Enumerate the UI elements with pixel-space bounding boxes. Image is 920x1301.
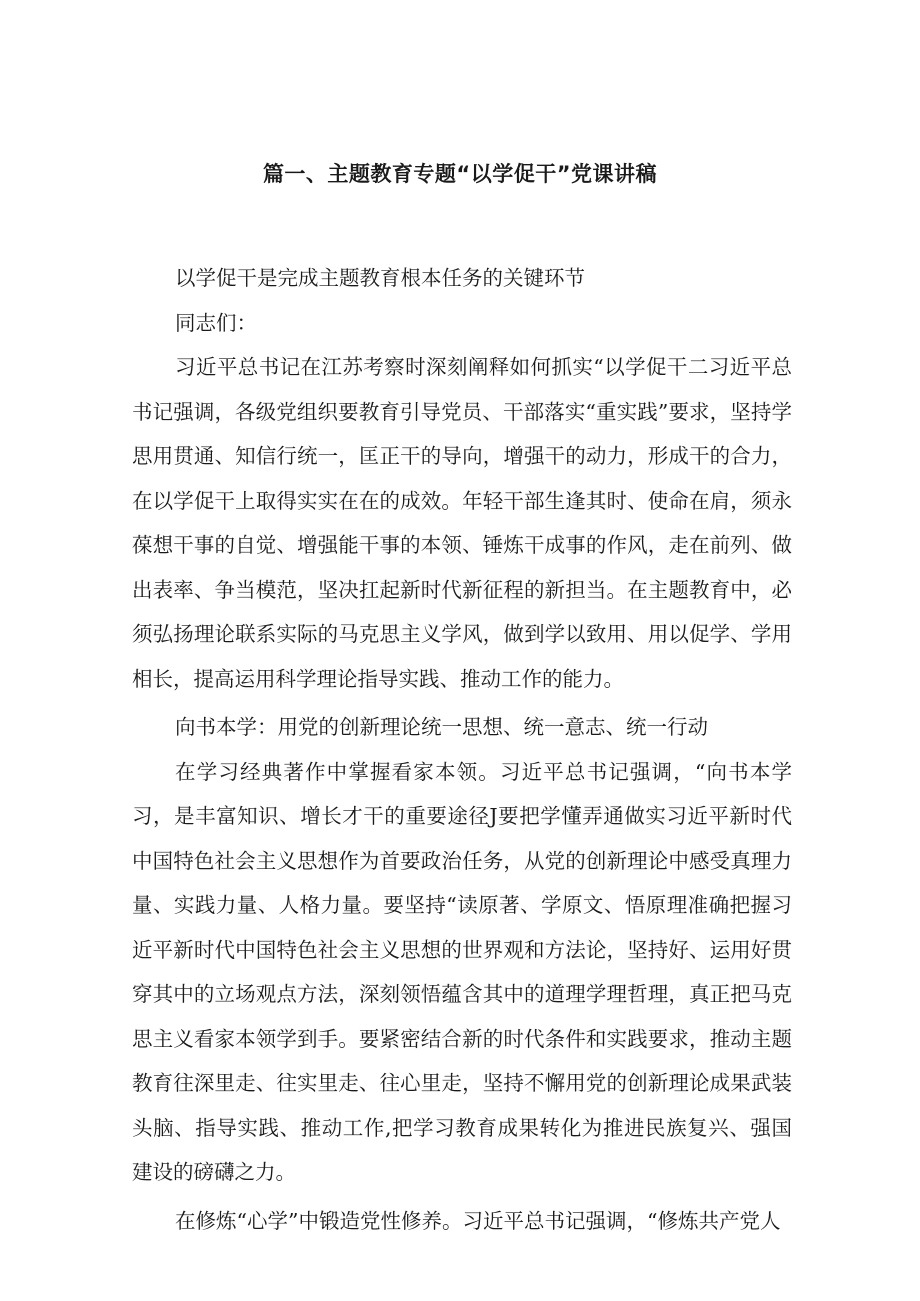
paragraph-classics: 在学习经典著作中掌握看家本领。习近平总书记强调，“向书本学习，是丰富知识、增长才干的重要途径J要把学懂弄通做实习近平新时代中国特色社会主义思想作为首要政治任务，从党的创新理论中感受真理力量、实践力量、人格力量。要坚持“读原著、学原文、悟原理准确把握习近平新时代中国特色社会主义思想的世界观和方法论，坚持好、运用好贯穿其中的立场观点方法，深刻领悟蕴含其中的道理学理哲理，真正把马克思主义看家本领学到手。要紧密结合新的时代条件和实践要求，推动主题教育往深里走、往实里走、往心里走，坚持不懈用党的创新理论成果武装头脑、指导实践、推动工作,把学习教育成果转化为推进民族复兴、强国建设的磅礴之力。 bbox=[132, 759, 792, 1184]
section-heading: 向书本学：用党的创新理论统一思想、统一意志、统一行动 bbox=[175, 715, 709, 739]
greeting: 同志们： bbox=[175, 310, 258, 335]
document-body bbox=[132, 256, 792, 1243]
subtitle: 以学促干是完成主题教育根本任务的关键环节 bbox=[175, 266, 586, 290]
document-title: 篇一、主题教育专题“以学促干”党课讲稿 bbox=[262, 162, 658, 186]
paragraph-intro: 习近平总书记在江苏考察时深刻阐释如何抓实“以学促干二习近平总书记强调，各级党组织要教育引导党员、干部落实“重实践”要求，坚持学思用贯通、知信行统一，匡正干的导向，增强干的动力，形成干的合力，在以学促干上取得实实在在的成效。年轻干部生逢其时、使命在肩，须永葆想干事的自觉、增强能干事的本领、锤炼干成事的作风，走在前列、做出表率、争当模范，坚决扛起新时代新征程的新担当。在主题教育中，必须弘扬理论联系实际的马克思主义学风，做到学以致用、用以促学、学用相长，提高运用科学理论指导实践、推动工作的能力。 bbox=[132, 355, 792, 691]
paragraph-xinxue: 在修炼“心学”中锻造党性修养。习近平总书记强调，“修炼共产党人 bbox=[175, 1208, 781, 1233]
